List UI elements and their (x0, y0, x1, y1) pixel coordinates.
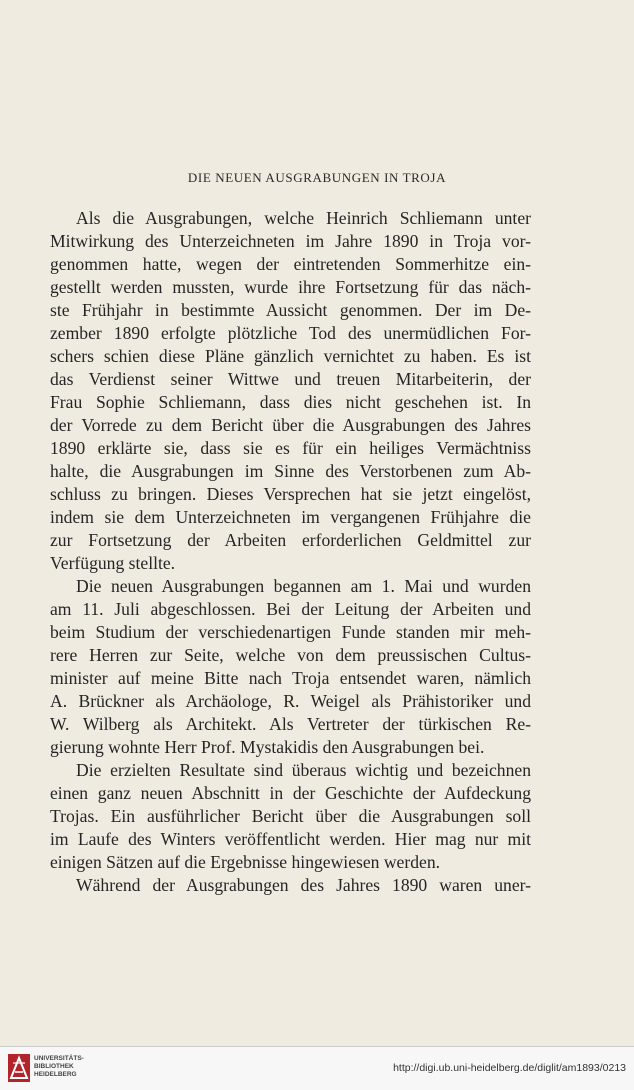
text-line: schers schien diese Pläne gänzlich vernichtet zu haben. Es ist (50, 346, 531, 366)
text-line: einigen Sätzen auf die Ergebnisse hingewiesen werden. (50, 852, 441, 872)
text-line: zur Fortsetzung der Arbeiten erforderlichen Geldmittel zur (50, 530, 531, 550)
library-name (34, 1055, 84, 1079)
text-line: Mitwirkung des Unterzeichneten im Jahre 1890 in Troja vor- (50, 231, 531, 251)
text-line: 1890 erklärte sie, dass sie es für ein heiliges Vermächtniss (50, 438, 531, 458)
text-line: gierung wohnte Herr Prof. Mystakidis den Ausgrabungen bei. (50, 737, 485, 757)
text-line: beim Studium der verschiedenartigen Funde standen mir meh- (50, 622, 531, 642)
text-line: Während der Ausgrabungen des Jahres 1890 waren uner- (76, 875, 531, 895)
text-line: am 11. Juli abgeschlossen. Bei der Leitung der Arbeiten und (50, 599, 531, 619)
text-line: Die neuen Ausgrabungen begannen am 1. Mai und wurden (76, 576, 531, 596)
university-library-logo-icon (8, 1054, 30, 1082)
permalink-url[interactable]: http://digi.ub.uni-heidelberg.de/diglit/am1893/0213 (393, 1062, 626, 1074)
text-line: Die erzielten Resultate sind überaus wichtig und bezeichnen (76, 760, 531, 780)
text-line: ste Frühjahr in bestimmte Aussicht genommen. Der im De- (50, 300, 531, 320)
library-name-line: BIBLIOTHEK (34, 1063, 74, 1070)
text-line: Als die Ausgrabungen, welche Heinrich Schliemann unter (76, 208, 531, 228)
text-line: W. Wilberg als Architekt. Als Vertreter der türkischen Re- (50, 714, 531, 734)
library-name-line: UNIVERSITÄTS- (34, 1055, 84, 1062)
text-line: der Vorrede zu dem Bericht über die Ausgrabungen des Jahres (50, 415, 531, 435)
paragraph (50, 759, 531, 874)
page-title: DIE NEUEN AUSGRABUNGEN IN TROJA (187, 170, 447, 185)
text-line: Frau Sophie Schliemann, dass dies nicht geschehen ist. In (50, 392, 531, 412)
footer-bar (0, 1046, 634, 1090)
text-line: schluss zu bringen. Dieses Versprechen hat sie jetzt eingelöst, (50, 484, 531, 504)
text-line: halte, die Ausgrabungen im Sinne des Verstorbenen zum Ab- (50, 461, 531, 481)
text-line: einen ganz neuen Abschnitt in der Geschichte der Aufdeckung (50, 783, 531, 803)
text-line: minister auf meine Bitte nach Troja entsendet waren, nämlich (50, 668, 531, 688)
text-line: das Verdienst seiner Wittwe und treuen Mitarbeiterin, der (50, 369, 531, 389)
text-line: rere Herren zur Seite, welche von dem preussischen Cultus- (50, 645, 531, 665)
body-text (50, 207, 531, 897)
text-line: gestellt werden mussten, wurde ihre Fortsetzung für das näch- (50, 277, 531, 297)
text-line: genommen hatte, wegen der eintretenden Sommerhitze ein- (50, 254, 531, 274)
text-line: im Laufe des Winters veröffentlicht werden. Hier mag nur mit (50, 829, 531, 849)
text-line: Trojas. Ein ausführlicher Bericht über die Ausgrabungen soll (50, 806, 531, 826)
library-name-line: HEIDELBERG (34, 1071, 77, 1078)
text-line: A. Brückner als Archäologe, R. Weigel als Prähistoriker und (50, 691, 531, 711)
paragraph (50, 575, 531, 759)
text-line: indem sie dem Unterzeichneten im vergangenen Frühjahre die (50, 507, 531, 527)
paragraph (50, 207, 531, 575)
paragraph (50, 874, 531, 897)
text-line: Verfügung stellte. (50, 553, 176, 573)
text-line: zember 1890 erfolgte plötzliche Tod des unermüdlichen For- (50, 323, 531, 343)
